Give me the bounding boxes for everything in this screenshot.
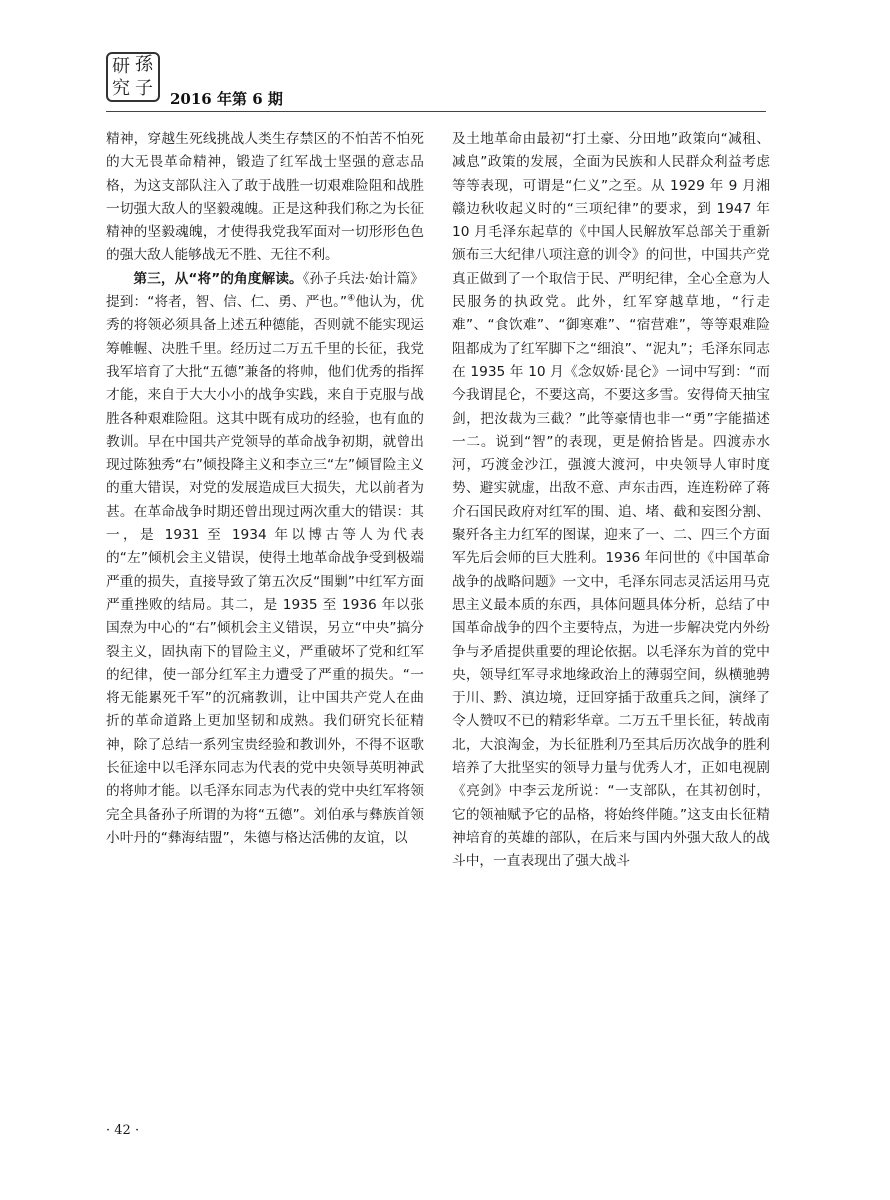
quote: 《孙子兵法·始计篇》提到：“将者，智、信、仁、勇、严也。” (106, 270, 424, 311)
page-number: · 42 · (106, 1123, 140, 1138)
journal-logo (106, 52, 160, 102)
footnote-marker: ④ (347, 293, 356, 304)
logo-char: 孫 (135, 54, 153, 75)
section-heading: 第三，从“将”的角度解读。 (133, 270, 303, 287)
paragraph-heading (106, 268, 424, 850)
logo-char: 子 (135, 78, 153, 99)
paragraph: 精神，穿越生死线挑战人类生存禁区的不怕苦不怕死的大无畏革命精神，锻造了红军战士坚强的意志品格，为这支部队注入了敢于战胜一切艰难险阻和战胜一切强大敌人的坚毅魂魄。正是这种我们称之为长征精神的坚毅魂魄，才使得我党我军面对一切形形色色的强大敌人能够战无不胜、无往不利。 (106, 131, 424, 264)
right-column (452, 128, 770, 874)
logo-char: 究 (112, 78, 130, 99)
paragraph-body: 他认为，优秀的将领必须具备上述五种德能，否则就不能实现运筹帷幄、决胜千里。经历过二万五千里的长征，我党我军培育了大批“五德”兼备的将帅，他们优秀的指挥才能，来自于大大小小的战争实践，来自于克服与战胜各种艰难险阻。这其中既有成功的经验，也有血的教训。早在中国共产党领导的革命战争初期，就曾出现过陈独秀“右”倾投降主义和李立三“左”倾冒险主义的重大错误，对党的发展造成巨大损失，尤以前者为甚。在革命战争时期还曾出现过两次重大的错误：其一，是 1931 至 1934 年以博古等人为代表的“左”倾机会主义错误，使得土地革命战争受到极端严重的损失，直接导致了第五次反“围剿”中红军方面严重挫败的结局。其二，是 1935 至 1936 年以张国焘为中心的“右”倾机会主义错误，另立“中央”搞分裂主义，固执南下的冒险主义，严重破坏了党和红军的纪律，使一部分红军主力遭受了严重的损失。“一将无能累死千军”的沉痛教训，让中国共产党人在曲折的革命道路上更加坚韧和成熟。我们研究长征精神，除了总结一系列宝贵经验和教训外，不得不讴歌长征途中以毛泽东同志为代表的党中央领导英明神武的将帅才能。以毛泽东同志为代表的党中央红军将领完全具备孙子所谓的为将“五德”。刘伯承与彝族首领小叶丹的“彝海结盟”，朱德与格达活佛的友谊，以 (106, 294, 424, 846)
header-rule (106, 111, 766, 112)
left-column (106, 128, 424, 850)
issue-label: 2016 年第 6 期 (170, 90, 283, 108)
logo-char: 研 (112, 56, 130, 77)
journal-header (106, 52, 766, 108)
paragraph: 及土地革命由最初“打土豪、分田地”政策向“减租、减息”政策的发展，全面为民族和人民群众利益考虑等等表现，可谓是“仁义”之至。从 1929 年 9 月湘赣边秋收起义时的“三项纪律”的要求，到 1947 年 10 月毛泽东起草的《中国人民解放军总部关于重新颁布三大纪律八项注意的训令》的问世，中国共产党真正做到了一个取信于民、严明纪律，全心全意为人民服务的执政党。此外，红军穿越草地，“行走难”、“食饮难”、“御寒难”、“宿营难”，等等艰难险阻都成为了红军脚下之“细浪”、“泥丸”；毛泽东同志在 1935 年 10 月《念奴娇·昆仑》一词中写到：“而今我谓昆仑，不要这高，不要这多雪。安得倚天抽宝剑，把汝裁为三截？”此等豪情也非一“勇”字能描述一二。说到“智”的表现，更是俯拾皆是。四渡赤水河，巧渡金沙江，强渡大渡河，中央领导人审时度势、避实就虚，出敌不意、声东击西，连连粉碎了蒋介石国民政府对红军的围、追、堵、截和妄图分割、聚歼各主力红军的图谋，迎来了一、二、四三个方面军先后会师的巨大胜利。1936 年问世的《中国革命战争的战略问题》一文中，毛泽东同志灵活运用马克思主义最本质的东西，具体问题具体分析，总结了中国革命战争的四个主要特点，为进一步解决党内外纷争与矛盾提供重要的理论依据。以毛泽东为首的党中央，领导红军寻求地缘政治上的薄弱空间，纵横驰骋于川、黔、滇边境，迂回穿插于敌重兵之间，演绎了令人赞叹不已的精彩华章。二万五千里长征，转战南北，大浪淘金，为长征胜利乃至其后历次战争的胜利培养了大批坚实的领导力量与优秀人才，正如电视剧《亮剑》中李云龙所说：“一支部队，在其初创时，它的领袖赋予它的品格，将始终伴随。”这支由长征精神培育的英雄的部队，在后来与国内外强大敌人的战斗中，一直表现出了强大战斗 (452, 131, 770, 870)
